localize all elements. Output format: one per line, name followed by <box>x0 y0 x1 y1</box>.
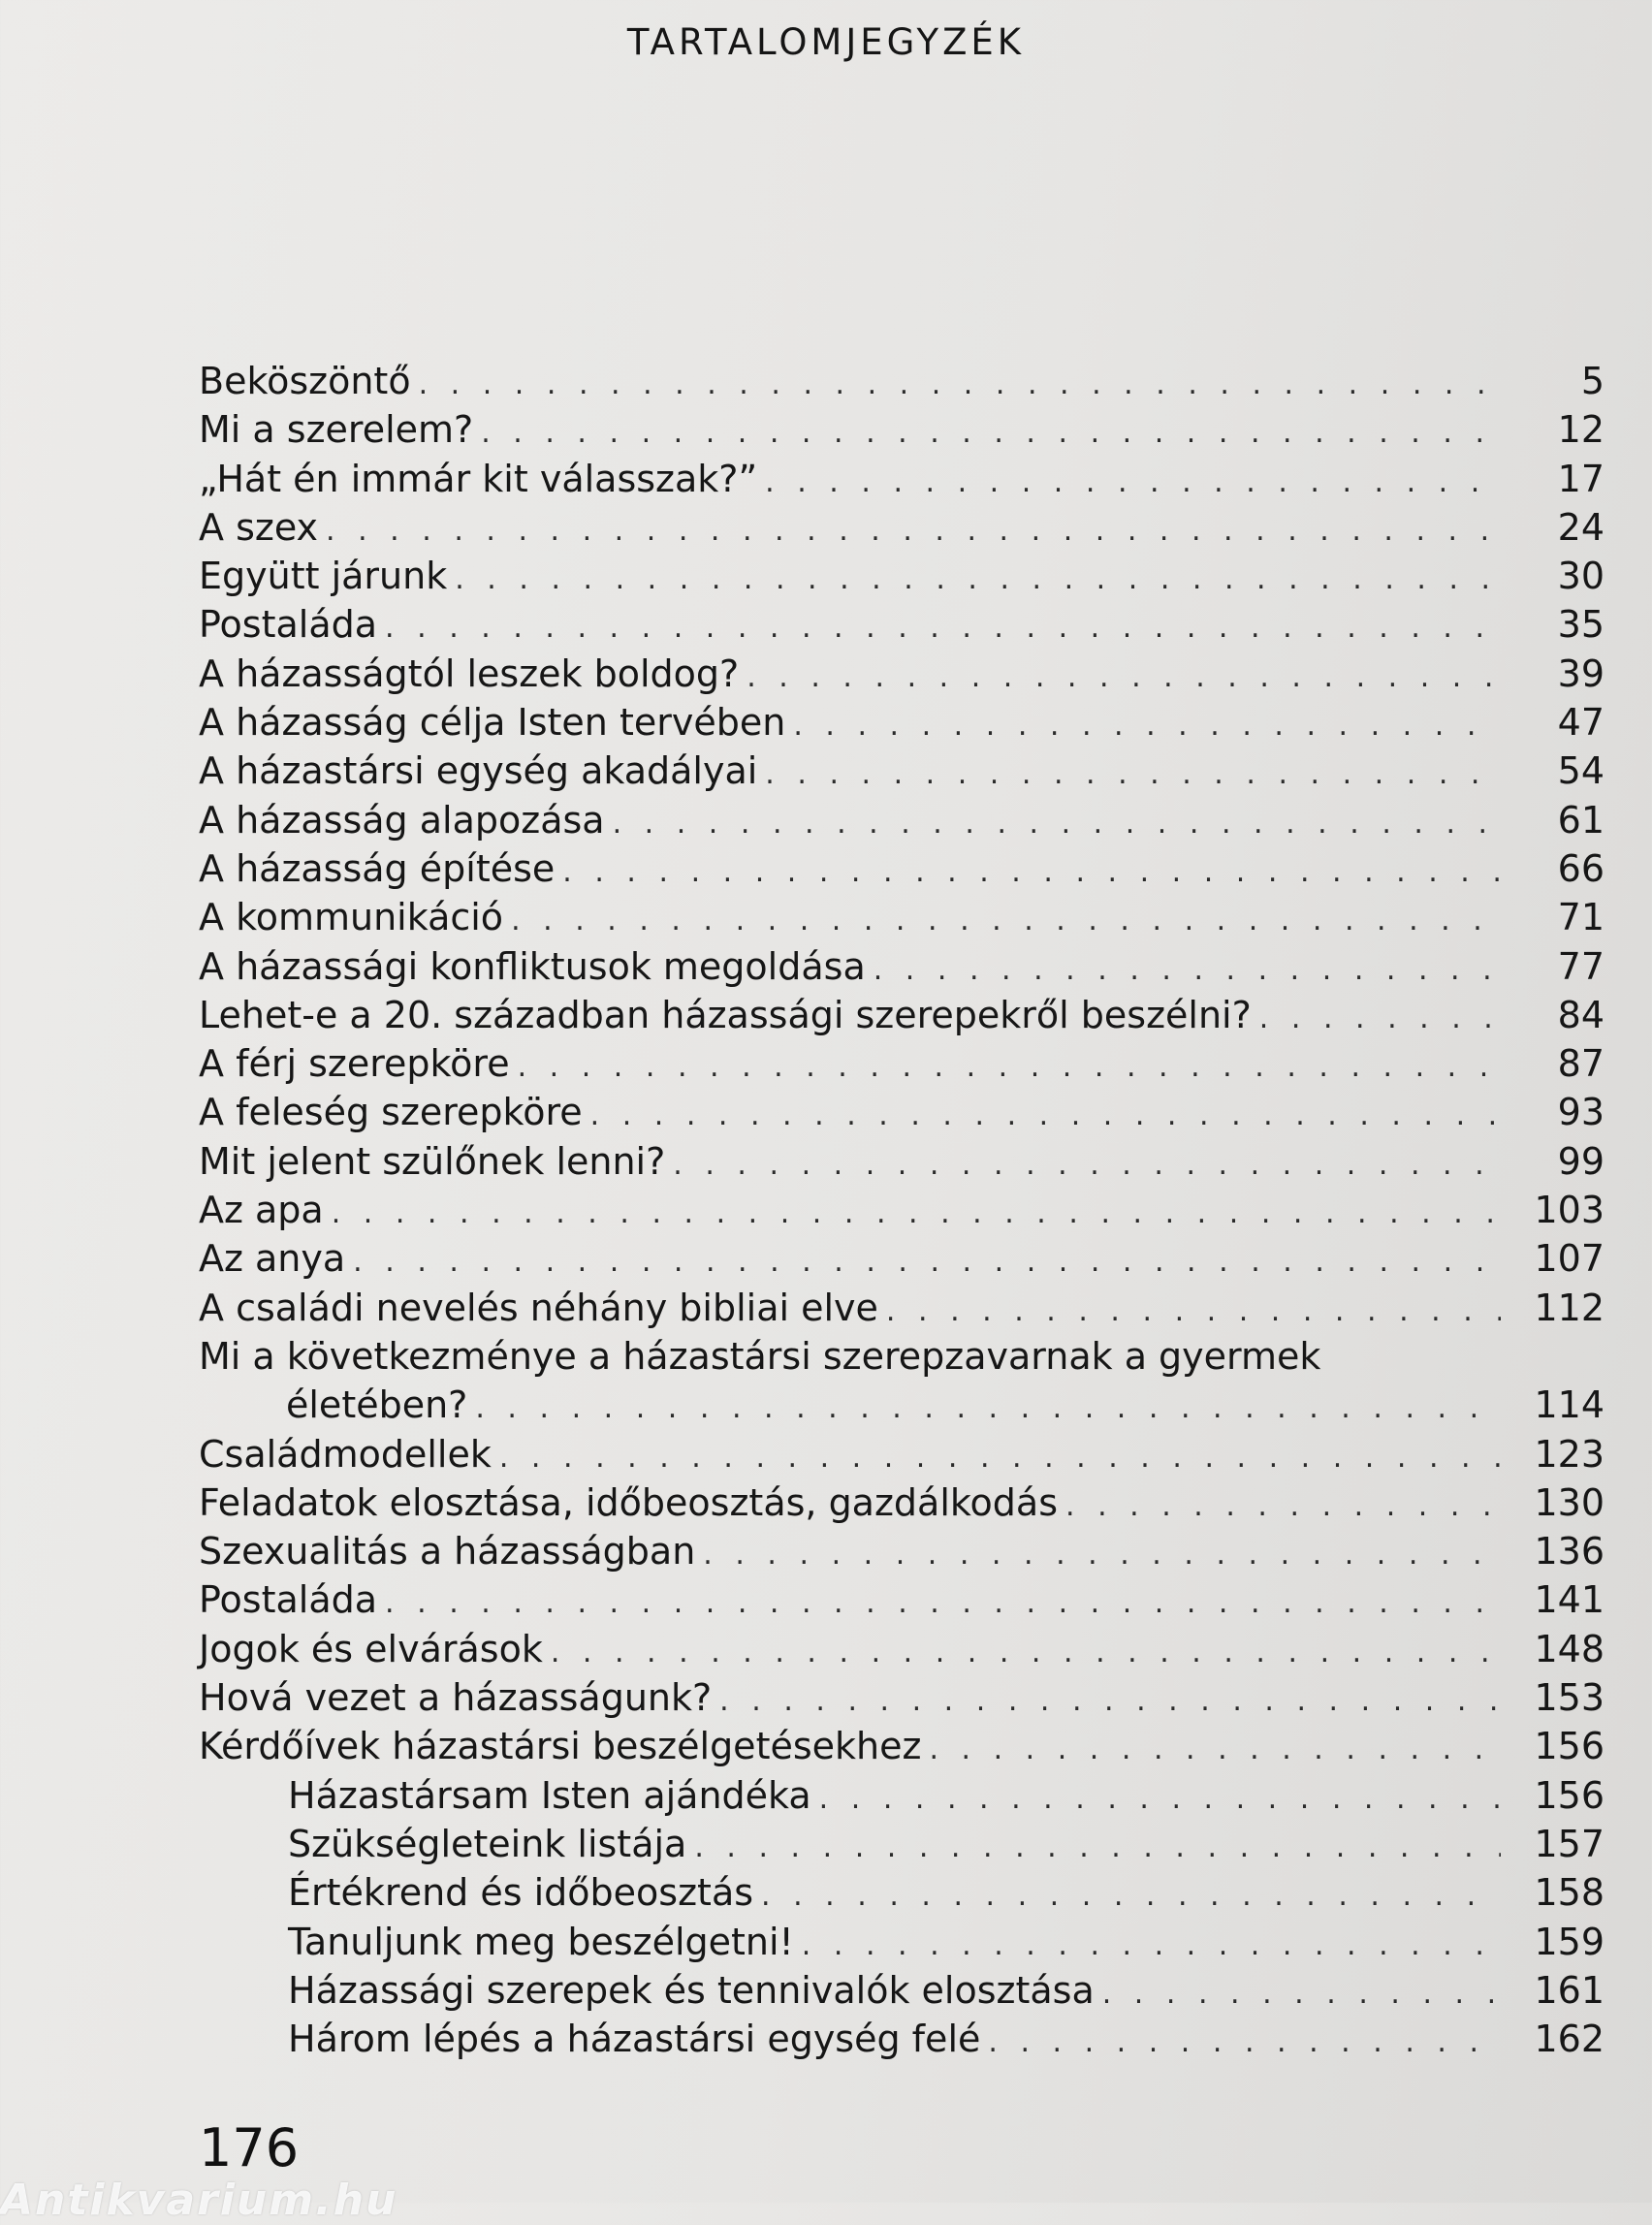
toc-subentry-title: Értékrend és időbeosztás <box>288 1871 754 1915</box>
toc-entry <box>199 357 1604 405</box>
toc-page-number: 39 <box>1557 652 1604 695</box>
toc-entry <box>199 991 1604 1039</box>
toc-entry-title: A szex <box>199 505 319 549</box>
dot-leader <box>874 946 1501 995</box>
toc-entry <box>199 1088 1604 1136</box>
toc-entry <box>199 893 1604 941</box>
dot-leader <box>673 1141 1501 1190</box>
toc-entry-title: A házasság célja Isten tervében <box>199 701 786 745</box>
dot-leader <box>1102 1970 1501 2018</box>
toc-entry-multiline <box>199 1332 1604 1430</box>
toc-page-number: 161 <box>1534 1968 1604 2012</box>
toc-entry-title: Hová vezet a házasságunk? <box>199 1676 713 1720</box>
dot-leader <box>1065 1482 1501 1531</box>
toc-subentry <box>199 1966 1604 2015</box>
toc-page-number: 61 <box>1557 798 1604 842</box>
toc-entry-title: A házasság alapozása <box>199 798 605 842</box>
toc-entry <box>199 1137 1604 1186</box>
toc-entry-title: Az apa <box>199 1189 324 1232</box>
toc-entry-title: Kérdőívek házastársi beszélgetésekhez <box>199 1725 922 1768</box>
toc-entry <box>199 1722 1604 1770</box>
dot-leader <box>765 750 1501 799</box>
toc-subentry <box>199 1820 1604 1868</box>
toc-page-number: 156 <box>1534 1725 1604 1768</box>
dot-leader <box>590 1092 1501 1140</box>
toc-subentry-title: Házastársam Isten ajándéka <box>288 1773 811 1817</box>
toc-entry-title: A házasságtól leszek boldog? <box>199 652 740 695</box>
toc-entry-title: A házastársi egység akadályai <box>199 749 758 793</box>
toc-entry-title: Postaláda <box>199 603 378 647</box>
toc-entry <box>199 796 1604 844</box>
toc-entry-title: Mit jelent szülőnek lenni? <box>199 1139 666 1183</box>
dot-leader <box>475 1384 1501 1433</box>
dot-leader <box>419 361 1501 409</box>
dot-leader <box>332 1190 1501 1238</box>
dot-leader <box>793 702 1501 750</box>
toc-entry-title: Mi a szerelem? <box>199 408 474 452</box>
toc-entry <box>199 1039 1604 1088</box>
toc-page-number: 112 <box>1534 1286 1604 1329</box>
toc-subentry <box>199 1868 1604 1917</box>
toc-entry <box>199 405 1604 454</box>
toc-page-number: 30 <box>1557 555 1604 598</box>
toc-page-number: 123 <box>1534 1432 1604 1476</box>
toc-subentry-title: Házassági szerepek és tennivalók elosztása <box>288 1968 1095 2012</box>
dot-leader <box>455 556 1501 604</box>
toc-entry-title: Szexualitás a házasságban <box>199 1530 696 1573</box>
toc-page-number: 66 <box>1557 846 1604 890</box>
toc-entry-title: A házassági konfliktusok megoldása <box>199 944 866 988</box>
toc-subentry-title: Három lépés a házastársi egység felé <box>288 2018 981 2061</box>
dot-leader <box>353 1238 1501 1287</box>
toc-page-number: 148 <box>1534 1627 1604 1670</box>
toc-page-number: 130 <box>1534 1480 1604 1524</box>
toc-page-number: 107 <box>1534 1237 1604 1281</box>
table-of-contents <box>199 357 1604 2063</box>
dot-leader <box>481 409 1501 458</box>
dot-leader <box>326 507 1501 556</box>
toc-page-number: 17 <box>1557 457 1604 500</box>
toc-page-number: 99 <box>1557 1139 1604 1183</box>
toc-entry-title: Családmodellek <box>199 1432 492 1476</box>
toc-entry <box>199 1478 1604 1527</box>
dot-leader <box>551 1629 1501 1677</box>
toc-page-number: 153 <box>1534 1676 1604 1720</box>
toc-entry <box>199 1527 1604 1575</box>
toc-page-number: 24 <box>1557 505 1604 549</box>
toc-page-number: 93 <box>1557 1091 1604 1134</box>
toc-page-number: 162 <box>1534 2018 1604 2061</box>
toc-page-number: 77 <box>1557 944 1604 988</box>
toc-entry-title: Lehet-e a 20. században házassági szerepekről beszélni? <box>199 993 1252 1036</box>
dot-leader <box>761 1872 1501 1921</box>
dot-leader <box>499 1434 1501 1482</box>
dot-leader <box>719 1677 1501 1726</box>
dot-leader <box>929 1726 1501 1774</box>
toc-entry <box>199 844 1604 893</box>
toc-entry-title: A feleség szerepköre <box>199 1091 583 1134</box>
toc-page-number: 54 <box>1557 749 1604 793</box>
toc-page-number: 156 <box>1534 1773 1604 1817</box>
dot-leader <box>518 1043 1501 1092</box>
page-number-folio: 176 <box>199 2117 300 2178</box>
toc-page-number: 71 <box>1557 896 1604 939</box>
toc-page-number: 136 <box>1534 1530 1604 1573</box>
dot-leader <box>886 1287 1501 1336</box>
toc-entry <box>199 650 1604 698</box>
toc-entry <box>199 1625 1604 1673</box>
page-title: TARTALOMJEGYZÉK <box>626 21 1026 63</box>
toc-entry-title: A családi nevelés néhány bibliai elve <box>199 1286 878 1329</box>
dot-leader <box>613 800 1501 848</box>
toc-entry-title: Az anya <box>199 1237 346 1281</box>
toc-entry-title-continuation: életében? <box>286 1383 468 1427</box>
toc-entry <box>199 503 1604 552</box>
toc-page-number: 157 <box>1534 1822 1604 1865</box>
dot-leader <box>703 1531 1501 1579</box>
toc-page-number: 87 <box>1557 1042 1604 1086</box>
toc-entry <box>199 600 1604 649</box>
dot-leader <box>1259 995 1501 1043</box>
toc-entry-title: „Hát én immár kit válasszak?” <box>199 457 758 500</box>
toc-page-number: 114 <box>1534 1383 1604 1427</box>
toc-page-number: 158 <box>1534 1871 1604 1915</box>
toc-entry <box>199 552 1604 600</box>
toc-entry-title: Feladatok elosztása, időbeosztás, gazdálkodás <box>199 1480 1058 1524</box>
toc-entry-title: A házasság építése <box>199 846 556 890</box>
toc-page-number: 103 <box>1534 1189 1604 1232</box>
dot-leader <box>694 1824 1501 1872</box>
toc-page-number: 141 <box>1534 1578 1604 1622</box>
toc-page-number: 84 <box>1557 993 1604 1036</box>
toc-page-number: 5 <box>1580 360 1604 402</box>
dot-leader <box>747 653 1501 702</box>
toc-entry <box>199 1284 1604 1332</box>
toc-subentry <box>199 2015 1604 2063</box>
dot-leader <box>385 604 1501 652</box>
toc-page-number: 159 <box>1534 1920 1604 1963</box>
dot-leader <box>819 1775 1501 1824</box>
dot-leader <box>385 1579 1501 1628</box>
toc-entry-title: Jogok és elvárások <box>199 1627 543 1670</box>
toc-entry-title: Beköszöntő <box>199 360 411 402</box>
dot-leader <box>765 459 1501 507</box>
toc-entry <box>199 698 1604 747</box>
dot-leader <box>802 1922 1501 1970</box>
toc-subentry <box>199 1918 1604 1966</box>
toc-subentry-title: Szükségleteink listája <box>288 1822 687 1865</box>
watermark: Antikvarium.hu <box>0 2176 398 2225</box>
dot-leader <box>511 897 1501 945</box>
toc-subentry <box>199 1771 1604 1820</box>
toc-page-number: 47 <box>1557 701 1604 745</box>
toc-entry-title: A férj szerepköre <box>199 1042 510 1086</box>
toc-entry <box>199 1234 1604 1283</box>
toc-entry <box>199 747 1604 795</box>
toc-entry <box>199 1575 1604 1624</box>
toc-entry-title: Mi a következménye a házastársi szerepzavarnak a gyermek <box>199 1334 1321 1378</box>
toc-entry <box>199 1430 1604 1478</box>
toc-entry <box>199 455 1604 503</box>
toc-entry <box>199 1186 1604 1234</box>
toc-page-number: 12 <box>1557 408 1604 452</box>
toc-page-number: 35 <box>1557 603 1604 647</box>
toc-entry-title: Postaláda <box>199 1578 378 1622</box>
toc-entry <box>199 942 1604 991</box>
dot-leader <box>988 2018 1501 2067</box>
toc-entry-title: Együtt járunk <box>199 555 448 598</box>
dot-leader <box>562 848 1501 897</box>
toc-entry-title: A kommunikáció <box>199 896 504 939</box>
toc-subentry-title: Tanuljunk meg beszélgetni! <box>288 1920 794 1963</box>
toc-entry <box>199 1673 1604 1722</box>
